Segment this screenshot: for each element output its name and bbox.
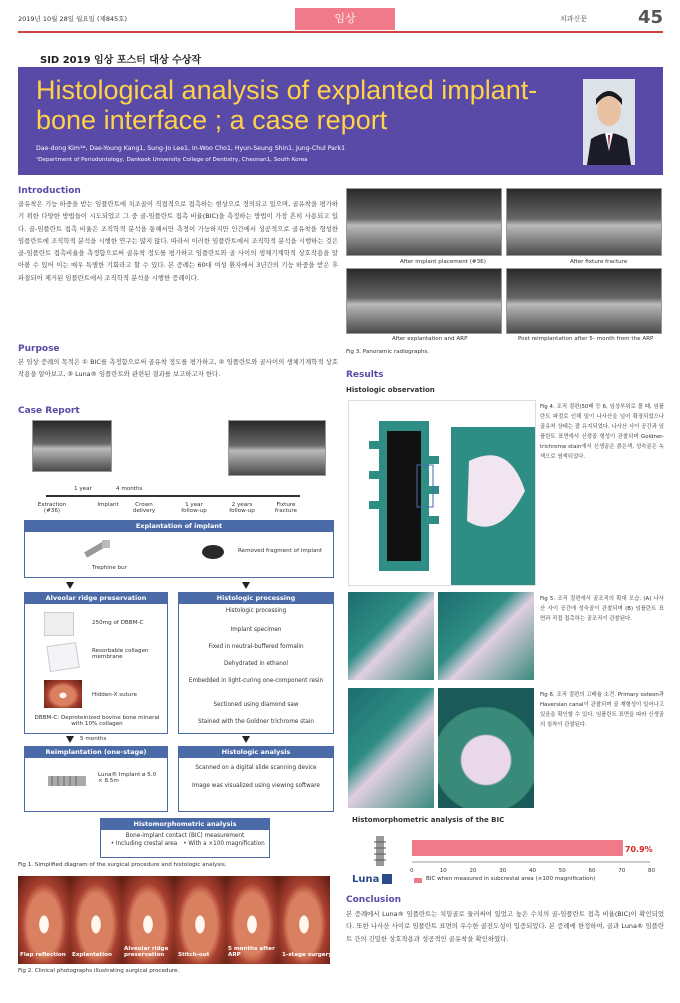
brand-logo xyxy=(352,874,392,885)
fig4-caption: Fig 4. 조직 절편(50배 등 6, 임상부위로 볼 때, 임플란트 파절로 인해 밑이 나사산을 넘어 확장되었으나 골유착 상태는 잘 유지되었다. 나사산 사이 공간과 임플란트 표면에서 신생골 형성이 관찰되며 Goldner-trichrome stain에서 신생골은 붉은색, 성숙골은 녹색으로 염색되었다. xyxy=(540,404,664,460)
legend-swatch xyxy=(414,878,422,883)
bic-value-label: 70.9% xyxy=(624,845,653,854)
panoramic-radiograph xyxy=(346,188,502,256)
histomorph-line: • With a ×100 magnification xyxy=(183,841,265,847)
conclusion-text: 본 증례에서 Luna® 임플란트는 치밀골로 둘러싸여 있었고 높은 수치의 골-임플란트 접촉 비율(BIC)이 확인되었다. 또한 나사산 사이로 임플란트 표면의 우수한 골전도성이 입증되었다. 본 증례에 한정하여, 골과 Luna® 임플란트 간의 긴밀한 상호작용과 성공적인 골유착을 확인하였다. xyxy=(346,910,664,943)
author-list: Dae-dong Kim¹*, Dae-Young Kang1, Sung-Jo Lee1, In-Woo Cho1, Hyun-Seung Shin1, Jung-Chul Park1 xyxy=(36,145,346,152)
bic-tick-label: 70 xyxy=(618,868,626,874)
intro-text: 골유착은 기능 하중을 받는 임플란트에 치조골이 직접적으로 접촉하는 현상으로 정의되고 있으며, 골유착을 평가하기 위한 다양한 방법들이 시도되었고 그 중 골-임플란트 접촉 비율(BIC)을 측정하는 방법이 가장 흔히 사용되고 있다. 골-임플란트 접촉 비율은 조직학적 분석을 통해서만 측정이 가능하지만 인간에서 성공적으로 골유착을 형성한 임플란트에 조직학적 분석을 시행한 연구는 많지 않다. 따라서 이러한 임플란트에서 조직학적 분석을 시행하는 것은 골-임플란트 접촉비율을 측정함으로써 골유착 정도를 평가하고 임플란트와 골 사이의 생체기계학적 상호작용을 알아볼 수 있어 이는 매우 특별한 기회라고 할 수 있다. 본 증례는 60대 여성 환자에서 3년간의 기능 하중을 받은 후 파절되어 제거된 임플란트에서 조직학적 분석을 시행한 증례이다. xyxy=(18,200,338,282)
implant-icon xyxy=(368,834,392,870)
processing-step: Histologic processing xyxy=(225,608,287,614)
results-heading: Results xyxy=(346,370,384,380)
analysis-head: Histologic analysis xyxy=(178,746,334,758)
purpose-text: 본 임상 증례의 목적은 ① BIC를 측정함으로써 골유착 정도를 평가하고, ② 임플란트와 골사이의 생체기계학적 상호작용을 알아보고, ③ Luna® 임플란트와 관련된 결과를 보고하고자 한다. xyxy=(18,358,338,379)
fragment-label: Removed fragment of implant xyxy=(238,548,323,554)
bic-tick-label: 30 xyxy=(499,868,507,874)
arrow-down xyxy=(242,582,250,589)
purpose-heading: Purpose xyxy=(18,344,60,354)
photo-label: Stitch-out xyxy=(178,952,210,958)
processing-step: Embedded in light-curing one-component resin xyxy=(188,678,324,684)
processing-step: Fixed in neutral-buffered formalin xyxy=(208,644,304,650)
brand-logo-text: Luna xyxy=(352,874,380,885)
panoramic-radiograph xyxy=(506,188,662,256)
pano-caption: After fixture fracture xyxy=(570,259,628,265)
page-number: 45 xyxy=(638,7,664,28)
clinical-photo xyxy=(70,876,122,964)
histology-subheading: Histologic observation xyxy=(346,386,435,394)
case-heading: Case Report xyxy=(18,406,80,416)
period-4months: 4 months xyxy=(116,486,143,492)
fig4-histology-image xyxy=(348,400,536,586)
membrane-image xyxy=(46,642,79,672)
arrow-down xyxy=(242,736,250,743)
suture-photo xyxy=(44,680,82,708)
panoramic-radiograph xyxy=(346,268,502,334)
pano-caption: Post reimplantation after 5- month from the ARP xyxy=(518,336,654,342)
arp-item-membrane: Resorbable collagen membrane xyxy=(92,648,149,660)
bic-tick-label: 10 xyxy=(439,868,447,874)
implant-spec: Luna® Implant ø 5.0 × 8.5m xyxy=(98,772,157,784)
trephine-bur-image xyxy=(82,538,114,564)
fragment-image xyxy=(202,545,224,559)
processing-step: Stained with the Goldner trichrome stain xyxy=(197,719,315,725)
preop-radiograph xyxy=(32,420,112,472)
photo-label: Explantation xyxy=(72,952,112,958)
clinical-photo xyxy=(18,876,70,964)
event-2years: 2 years follow-up xyxy=(229,502,255,514)
brand-mark-icon xyxy=(382,874,392,884)
fig3-caption: Fig 3. Panoramic radiographs. xyxy=(346,349,430,355)
pano-caption: After implant placement (#36) xyxy=(400,259,486,265)
arrow-down xyxy=(66,736,74,743)
histomorph-line: • Including crestal area xyxy=(110,841,178,847)
fig6-image-b xyxy=(438,688,534,808)
arp-interval: 5 months xyxy=(80,736,107,742)
bic-tick-label: 20 xyxy=(469,868,477,874)
analysis-step: Scanned on a digital slide scanning device xyxy=(195,765,317,771)
processing-step: Sectioned using diamond saw xyxy=(213,702,299,708)
fig1-caption: Fig 1. Simplified diagram of the surgical procedure and histologic analysis. xyxy=(18,862,227,868)
section-label: 임상 xyxy=(295,8,395,30)
panoramic-radiograph xyxy=(506,268,662,334)
publication-name: 치과신문 xyxy=(560,15,588,23)
fig6-image-a xyxy=(348,688,434,808)
award-banner: SID 2019 임상 포스터 대상 수상작 xyxy=(40,55,202,66)
bic-title: Histomorphometric analysis of the BIC xyxy=(352,816,505,824)
photo-label: Alveolar ridge preservation xyxy=(124,946,169,958)
arrow-down xyxy=(66,582,74,589)
photo-label: 5 months after ARP xyxy=(228,946,275,958)
fig2-caption: Fig 2. Clinical photographs illustrating surgical procedure. xyxy=(18,968,180,974)
bic-tick-label: 60 xyxy=(588,868,596,874)
intro-heading: Introduction xyxy=(18,186,81,196)
clinical-photo xyxy=(278,876,333,964)
header-rule xyxy=(18,31,663,33)
analysis-step: Image was visualized using viewing software xyxy=(192,783,320,789)
processing-step: Dehydrated in ethanol xyxy=(224,661,288,667)
affiliation: ¹Department of Periodontology, Dankook University College of Dentistry, Cheonan1, South Korea xyxy=(36,157,308,163)
histomorph-line: Bone-implant contact (BIC) measurement xyxy=(125,833,245,839)
implant-image xyxy=(44,768,90,794)
bic-tick-label: 50 xyxy=(558,868,566,874)
event-crown: Crown delivery xyxy=(132,502,156,514)
fig5-image-b xyxy=(438,592,534,680)
fig5-image-a xyxy=(348,592,434,680)
bic-tick-label: 0 xyxy=(410,868,414,874)
poster-title: Histological analysis of explanted implant-bone interface ; a case report xyxy=(36,75,538,135)
event-1year: 1 year follow-up xyxy=(181,502,207,514)
dbbm-note: DBBM-C: Deproteinized bovine bone mineral with 10% collagen xyxy=(34,715,160,727)
photo-label: 1-stage surgery xyxy=(282,952,333,958)
bic-legend: BIC when measured in subcrestal area (×100 magnification) xyxy=(426,876,596,882)
arp-item-dbbm: 250mg of DBBM-C xyxy=(92,620,144,626)
bic-bar xyxy=(412,840,623,856)
issue-date: 2019년 10월 28일 월요일 (제845호) xyxy=(18,15,128,23)
pano-caption: After explantation and ARP xyxy=(392,336,468,342)
processing-step: Implant specimen xyxy=(230,627,282,633)
fig5-caption: Fig 5. 조직 절편에서 골조직의 확대 모습. (A) 나사산 사이 공간에 성숙골이 관찰되며 (B) 임플란트 표면과 직접 접촉하는 골조직이 관찰된다. xyxy=(540,596,664,622)
fig6-caption: Fig 6. 조직 절편의 고배율 소견. Primary osteon과 Haversian canal이 관찰되며 골 재형성이 일어나고 있음을 확인할 수 있다. 임플란트 표면을 따라 신생골의 침착이 관찰된다. xyxy=(540,692,664,728)
explantation-head: Explantation of implant xyxy=(24,520,334,532)
timeline-axis xyxy=(46,495,300,497)
fracture-radiograph xyxy=(228,420,326,476)
bic-tick-label: 40 xyxy=(529,868,536,874)
reimplant-head: Reimplantation (one-stage) xyxy=(24,746,168,758)
dbbm-image xyxy=(44,612,74,636)
processing-head: Histologic processing xyxy=(178,592,334,604)
histomorph-head: Histomorphometric analysis xyxy=(100,818,270,830)
clinical-photo xyxy=(174,876,226,964)
period-1year: 1 year xyxy=(74,486,92,492)
arp-item-suture: Hidden-X suture xyxy=(92,692,138,698)
bic-tick-label: 80 xyxy=(648,868,655,874)
photo-label: Flap reflection xyxy=(20,952,66,958)
event-fracture: Fixture fracture xyxy=(274,502,298,514)
arp-head: Alveolar ridge preservation xyxy=(24,592,168,604)
conclusion-heading: Conclusion xyxy=(346,895,402,905)
trephine-label: Trephine bur xyxy=(92,565,128,571)
event-implant: Implant xyxy=(97,502,119,508)
author-portrait xyxy=(583,79,635,165)
event-extraction: Extraction (#36) xyxy=(37,502,67,514)
